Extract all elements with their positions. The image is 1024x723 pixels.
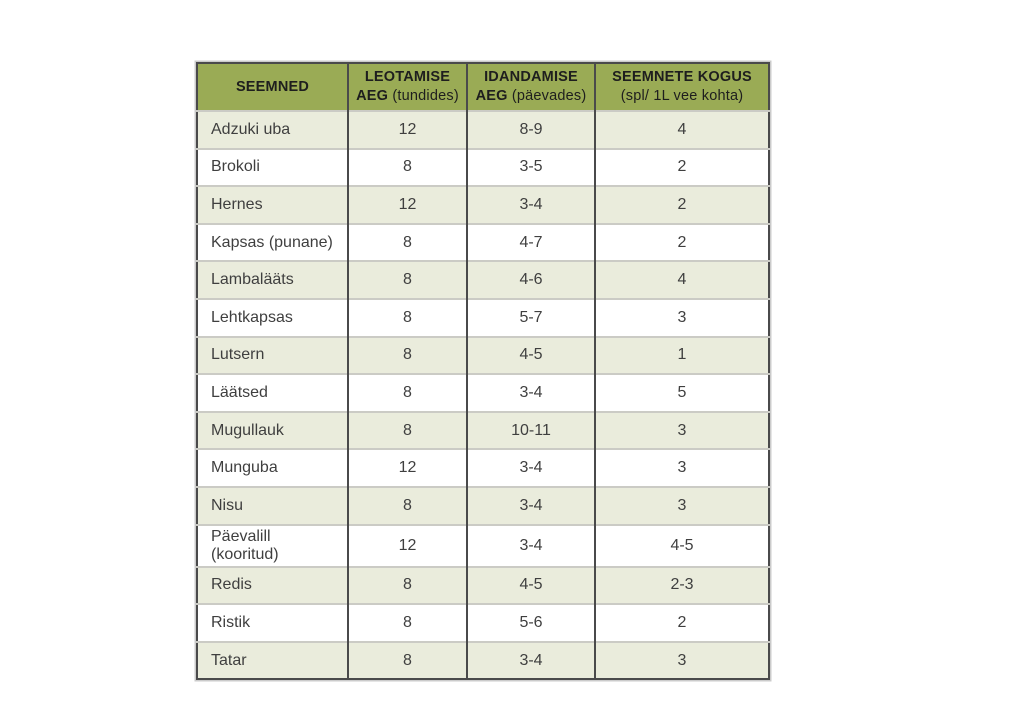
seed-amount-cell: 3 — [595, 412, 769, 450]
header-leotamise-line2-bold: AEG — [356, 88, 389, 104]
seed-name-cell: Mugullauk — [197, 412, 348, 450]
seed-amount-cell: 4 — [595, 111, 769, 149]
seed-name-cell: Redis — [197, 567, 348, 605]
germination-time-cell: 5-7 — [467, 299, 595, 337]
header-idandamise-line1: IDANDAMISE — [484, 69, 578, 85]
table-row — [197, 567, 769, 605]
table-row — [197, 261, 769, 299]
germination-time-cell: 3-4 — [467, 186, 595, 224]
header-seemnete-kogus — [595, 63, 769, 111]
germination-time-cell: 8-9 — [467, 111, 595, 149]
soaking-time-cell: 8 — [348, 299, 467, 337]
seed-amount-cell: 2 — [595, 604, 769, 642]
seed-amount-cell: 4-5 — [595, 525, 769, 567]
table-row — [197, 299, 769, 337]
soaking-time-cell: 8 — [348, 224, 467, 262]
seed-amount-cell: 3 — [595, 449, 769, 487]
seed-amount-cell: 2 — [595, 186, 769, 224]
table-row — [197, 224, 769, 262]
soaking-time-cell: 8 — [348, 567, 467, 605]
seed-amount-cell: 3 — [595, 487, 769, 525]
soaking-time-cell: 12 — [348, 449, 467, 487]
germination-time-cell: 4-5 — [467, 567, 595, 605]
seed-sprouting-table — [196, 62, 770, 680]
seed-name-cell: Kapsas (punane) — [197, 224, 348, 262]
soaking-time-cell: 8 — [348, 374, 467, 412]
table-row — [197, 111, 769, 149]
germination-time-cell: 3-4 — [467, 374, 595, 412]
seed-amount-cell: 1 — [595, 337, 769, 375]
header-idandamise-line2-bold: AEG — [475, 88, 508, 104]
seed-name-cell: Läätsed — [197, 374, 348, 412]
header-seemned — [197, 63, 348, 111]
seed-name-cell: Päevalill (kooritud) — [197, 525, 348, 567]
seed-amount-cell: 4 — [595, 261, 769, 299]
soaking-time-cell: 12 — [348, 111, 467, 149]
header-leotamise-line2-regular: (tundides) — [388, 88, 459, 104]
table-row — [197, 525, 769, 567]
seed-name-cell: Hernes — [197, 186, 348, 224]
soaking-time-cell: 12 — [348, 525, 467, 567]
seed-name-cell: Adzuki uba — [197, 111, 348, 149]
seed-amount-cell: 3 — [595, 299, 769, 337]
germination-time-cell: 3-4 — [467, 487, 595, 525]
germination-time-cell: 3-4 — [467, 525, 595, 567]
soaking-time-cell: 8 — [348, 604, 467, 642]
soaking-time-cell: 8 — [348, 337, 467, 375]
seed-name-cell: Lutsern — [197, 337, 348, 375]
seed-amount-cell: 2 — [595, 224, 769, 262]
header-leotamise-line1: LEOTAMISE — [364, 69, 451, 85]
header-row — [197, 63, 769, 111]
seed-name-cell: Lehtkapsas — [197, 299, 348, 337]
header-kogus-line1: SEEMNETE KOGUS — [612, 69, 752, 85]
soaking-time-cell: 12 — [348, 186, 467, 224]
germination-time-cell: 5-6 — [467, 604, 595, 642]
seed-name-cell: Nisu — [197, 487, 348, 525]
seed-amount-cell: 2-3 — [595, 567, 769, 605]
header-kogus-line2-regular: (spl/ 1L vee kohta) — [620, 88, 744, 104]
table-row — [197, 642, 769, 680]
seed-name-cell: Brokoli — [197, 149, 348, 187]
soaking-time-cell: 8 — [348, 261, 467, 299]
germination-time-cell: 3-4 — [467, 449, 595, 487]
germination-time-cell: 3-5 — [467, 149, 595, 187]
table-row — [197, 186, 769, 224]
germination-time-cell: 4-5 — [467, 337, 595, 375]
soaking-time-cell: 8 — [348, 149, 467, 187]
seed-amount-cell: 5 — [595, 374, 769, 412]
germination-time-cell: 10-11 — [467, 412, 595, 450]
seed-amount-cell: 3 — [595, 642, 769, 680]
table-row — [197, 374, 769, 412]
table-row — [197, 149, 769, 187]
germination-time-cell: 4-6 — [467, 261, 595, 299]
header-idandamise-line2-regular: (päevades) — [507, 88, 587, 104]
table-row — [197, 604, 769, 642]
header-seemned-label: SEEMNED — [235, 78, 310, 95]
table-row — [197, 412, 769, 450]
table-row — [197, 487, 769, 525]
header-leotamise-aeg — [348, 63, 467, 111]
soaking-time-cell: 8 — [348, 412, 467, 450]
table-row — [197, 449, 769, 487]
seed-name-cell: Ristik — [197, 604, 348, 642]
seed-name-cell: Munguba — [197, 449, 348, 487]
seed-amount-cell: 2 — [595, 149, 769, 187]
soaking-time-cell: 8 — [348, 487, 467, 525]
soaking-time-cell: 8 — [348, 642, 467, 680]
germination-time-cell: 3-4 — [467, 642, 595, 680]
seed-name-cell: Tatar — [197, 642, 348, 680]
table-row — [197, 337, 769, 375]
germination-time-cell: 4-7 — [467, 224, 595, 262]
header-idandamise-aeg — [467, 63, 595, 111]
table-body — [197, 111, 769, 679]
seed-name-cell: Lambalääts — [197, 261, 348, 299]
